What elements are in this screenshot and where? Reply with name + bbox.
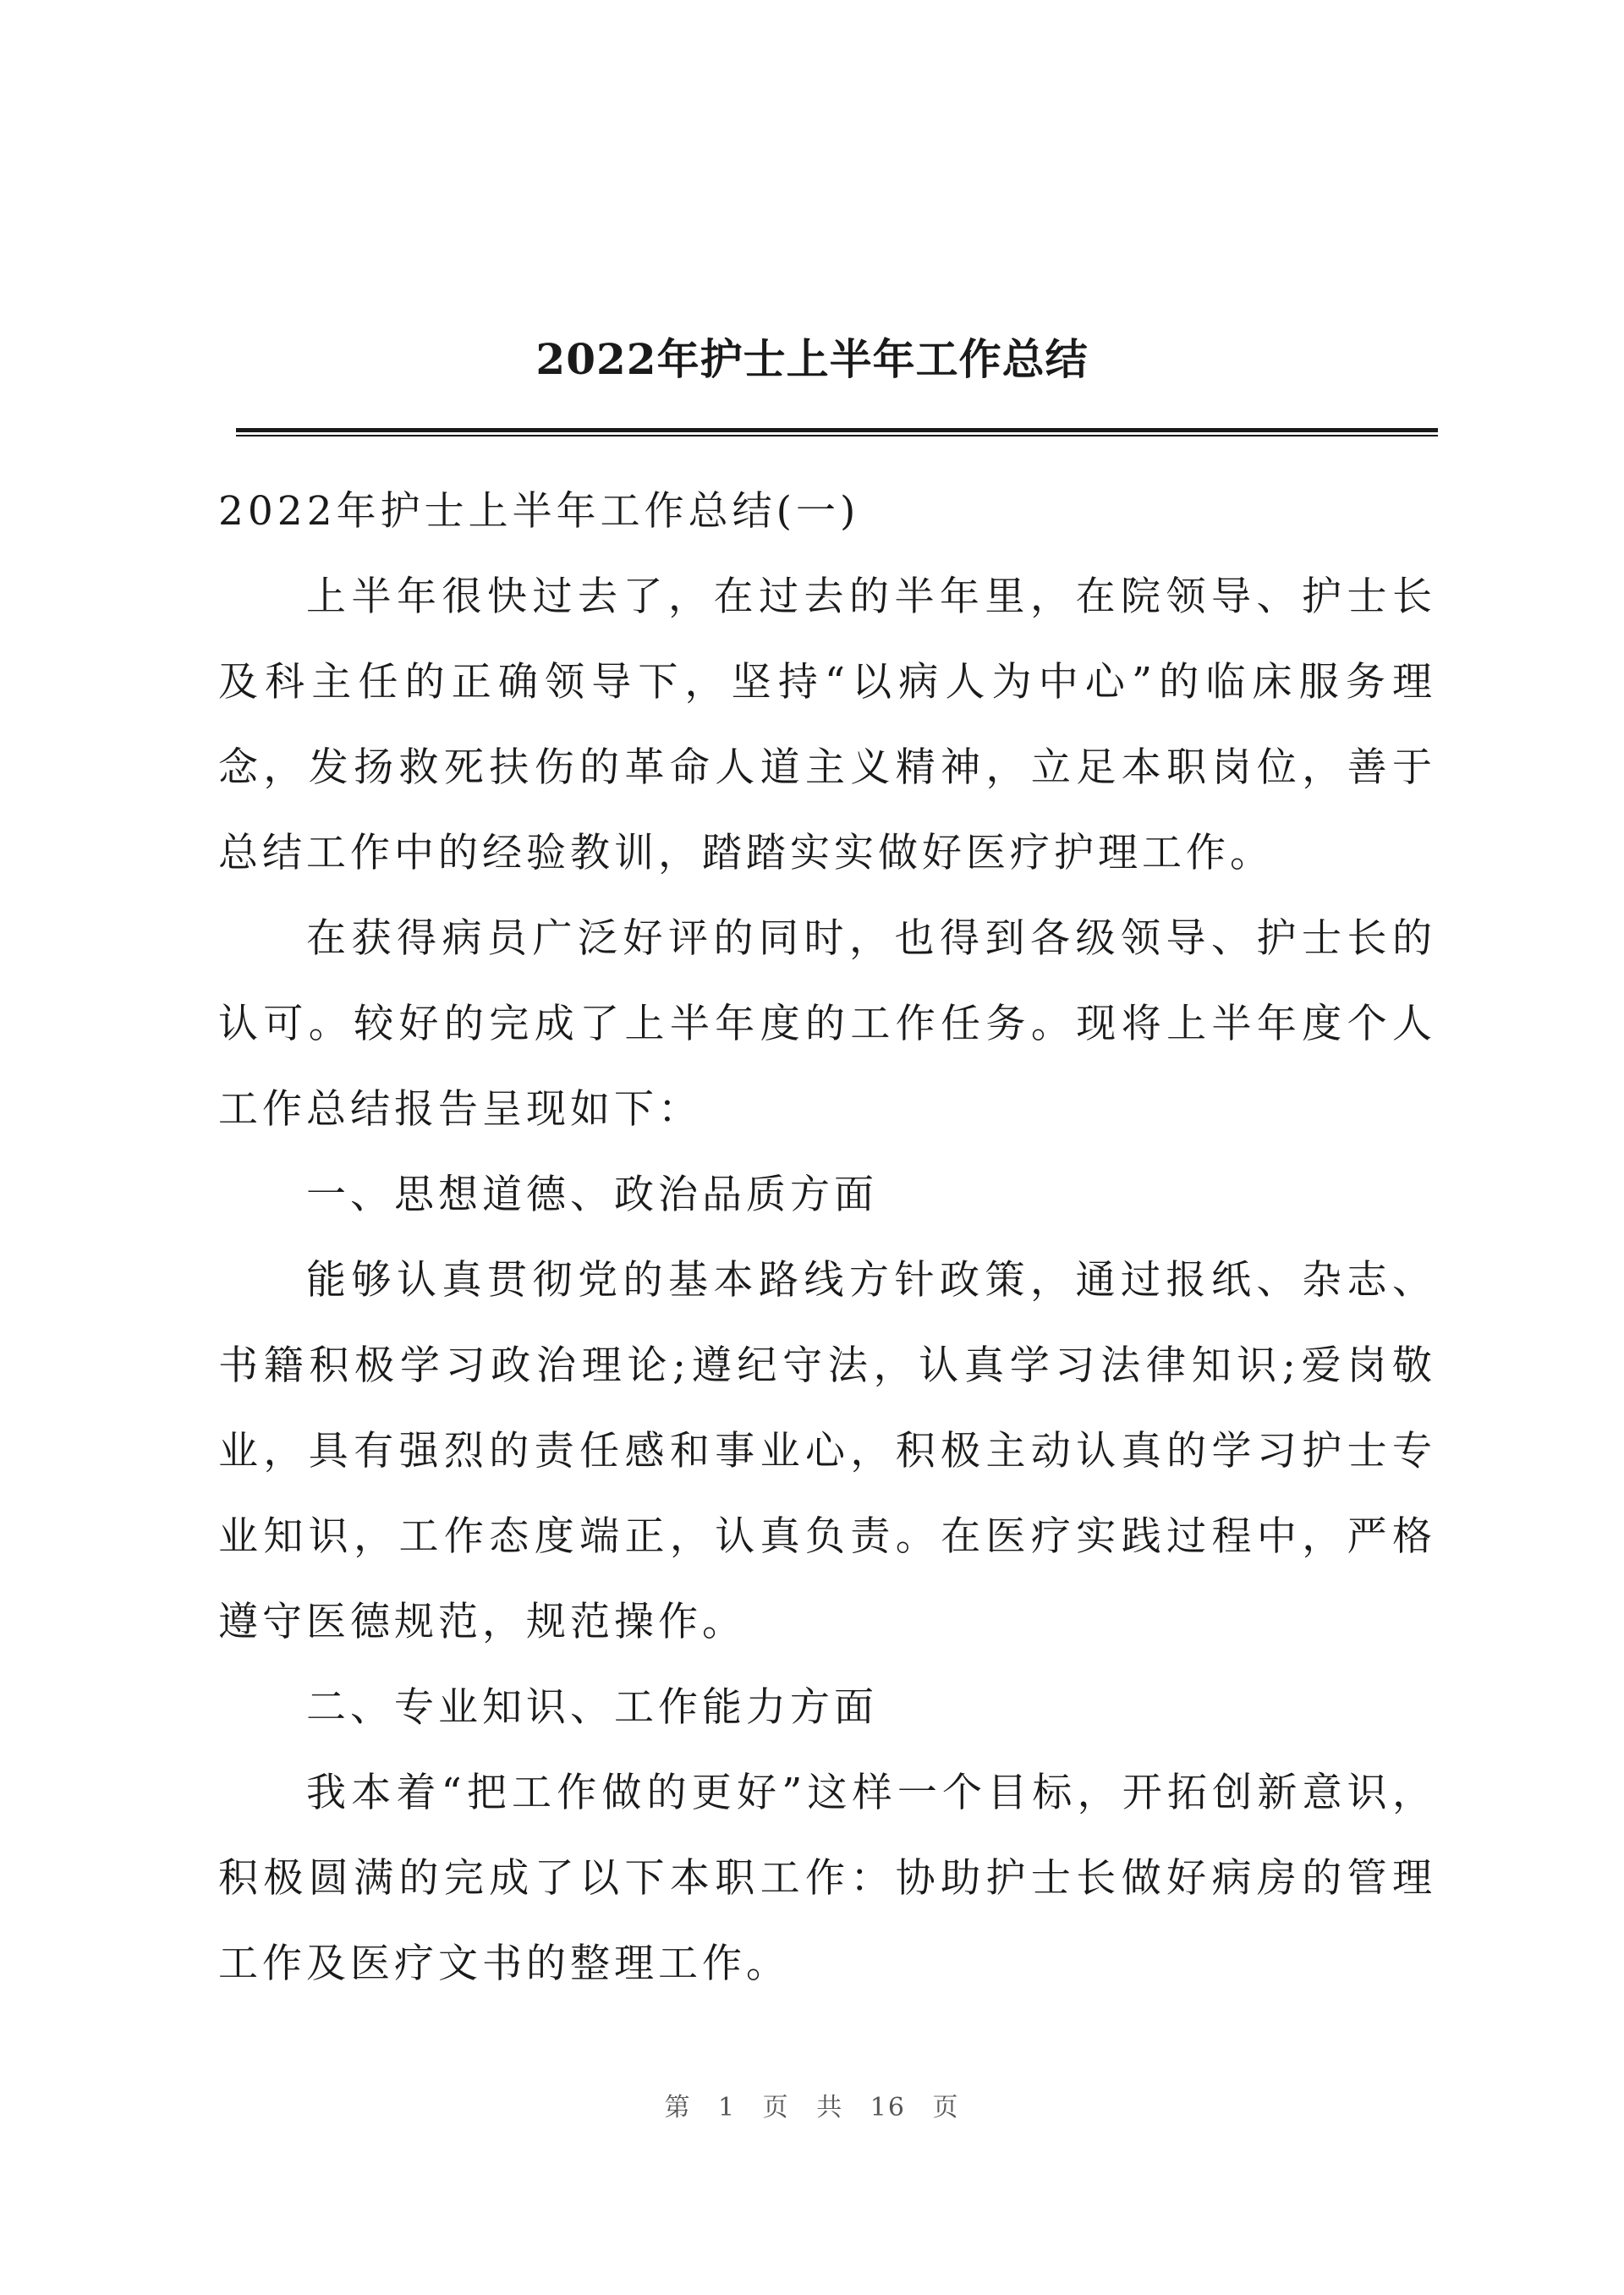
body-paragraph: 在获得病员广泛好评的同时，也得到各级领导、护士长的认可。较好的完成了上半年度的工作任务。现将上半年度个人工作总结报告呈现如下：: [218, 915, 1436, 1133]
body-paragraph: 上半年很快过去了，在过去的半年里，在院领导、护士长及科主任的正确领导下，坚持“以病人为中心”的临床服务理念，发扬救死扶伤的革命人道主义精神，立足本职岗位，善于总结工作中的经验教训，踏踏实实做好医疗护理工作。: [218, 574, 1436, 876]
title-divider-thick: [236, 428, 1438, 432]
body-paragraph: 能够认真贯彻党的基本路线方针政策，通过报纸、杂志、书籍积极学习政治理论;遵纪守法，认真学习法律知识;爱岗敬业，具有强烈的责任感和事业心，积极主动认真的学习护士专业知识，工作态度端正，认真负责。在医疗实践过程中，严格遵守医德规范，规范操作。: [218, 1257, 1436, 1645]
section-heading: 二、专业知识、工作能力方面: [306, 1684, 878, 1731]
document-title: 2022年护士上半年工作总结: [535, 334, 1089, 384]
page-number-footer: 第 1 页 共 16 页: [664, 2093, 960, 2122]
section-subtitle: 2022年护士上半年工作总结(一): [218, 488, 860, 535]
title-divider-thin: [236, 435, 1438, 436]
document-body: [218, 469, 1436, 2007]
section-heading: 一、思想道德、政治品质方面: [306, 1172, 878, 1218]
body-paragraph: 我本着“把工作做的更好”这样一个目标，开拓创新意识，积极圆满的完成了以下本职工作：协助护士长做好病房的管理工作及医疗文书的整理工作。: [218, 1770, 1436, 1987]
